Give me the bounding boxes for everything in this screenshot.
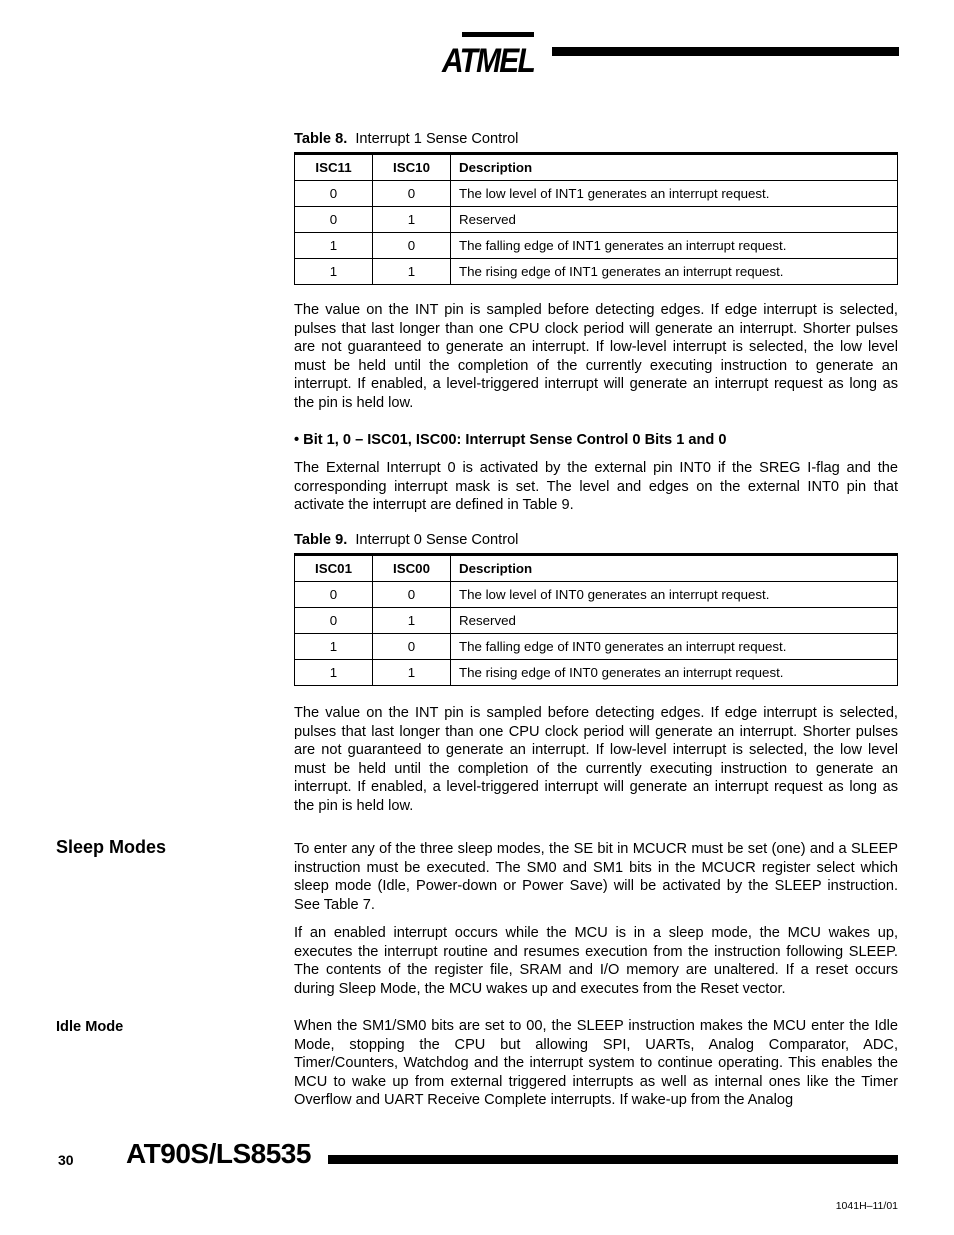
table8-caption xyxy=(294,130,898,148)
table-row xyxy=(295,259,898,285)
table-cell: The low level of INT0 generates an interrupt request. xyxy=(451,582,898,608)
table-header-cell: Description xyxy=(451,555,898,582)
table-cell: 1 xyxy=(373,207,451,233)
idle-mode-heading: Idle Mode xyxy=(56,1019,124,1035)
table-header-cell: ISC10 xyxy=(373,154,451,181)
table-cell: Reserved xyxy=(451,608,898,634)
table-cell: 0 xyxy=(373,634,451,660)
table-cell: 0 xyxy=(295,207,373,233)
table-row xyxy=(295,207,898,233)
atmel-logo xyxy=(440,28,538,78)
table-row xyxy=(295,582,898,608)
sleep-modes-paragraph-2: If an enabled interrupt occurs while the MCU is in a sleep mode, the MCU wakes up, executes the interrupt routine and resumes execution from the instruction following SLEEP. The contents of the register file, SRAM and I/O memory are unaltered. If a reset occurs during Sleep Mode, the MCU wakes up and executes from the Reset vector. xyxy=(294,925,898,997)
int-sampling-paragraph: The value on the INT pin is sampled before detecting edges. If edge interrupt is selected, pulses that last longer than one CPU clock period will generate an interrupt. Shorter pulses are not guaranteed to generate an interrupt. If low-level interrupt is selected, the low level must be held until the completion of the currently executing instruction to generate an interrupt. If enabled, a level-triggered interrupt will generate an interrupt request as long as the pin is held low. xyxy=(294,302,898,411)
table-cell: The low level of INT1 generates an interrupt request. xyxy=(451,181,898,207)
table8-block xyxy=(294,130,898,285)
table9 xyxy=(294,553,898,686)
table-header-row xyxy=(295,154,898,181)
table-cell: 1 xyxy=(373,608,451,634)
footer-rule xyxy=(328,1155,898,1164)
table-cell: 0 xyxy=(373,582,451,608)
int0-paragraph: The External Interrupt 0 is activated by the external pin INT0 if the SREG I-flag and the corresponding interrupt mask is set. The level and edges on the external INT0 pin that activate the interrupt are defined in Table 9. xyxy=(294,460,898,514)
table8 xyxy=(294,152,898,285)
table-cell: 0 xyxy=(373,233,451,259)
table9-caption xyxy=(294,531,898,549)
table-row xyxy=(295,233,898,259)
table-cell: The falling edge of INT1 generates an interrupt request. xyxy=(451,233,898,259)
document-code: 1041H–11/01 xyxy=(835,1200,898,1212)
sleep-modes-paragraph-1: To enter any of the three sleep modes, the SE bit in MCUCR must be set (one) and a SLEEP instruction must be executed. The SM0 and SM1 bits in the MCUCR register select which sleep mode (Idle, Power-down or Power Save) will be activated by the SLEEP instruction. See Table 7. xyxy=(294,841,898,913)
table-row xyxy=(295,634,898,660)
table9-caption-label: Table 9. xyxy=(294,532,348,548)
table-cell: 1 xyxy=(295,634,373,660)
table-header-cell: Description xyxy=(451,154,898,181)
table-cell: 1 xyxy=(295,259,373,285)
table-cell: The rising edge of INT1 generates an interrupt request. xyxy=(451,259,898,285)
page-number: 30 xyxy=(58,1152,74,1168)
bit-isc0-heading: • Bit 1, 0 – ISC01, ISC00: Interrupt Sense Control 0 Bits 1 and 0 xyxy=(294,432,727,448)
table-cell: 0 xyxy=(295,582,373,608)
table-cell: 1 xyxy=(295,233,373,259)
table9-block xyxy=(294,531,898,686)
table-header-cell: ISC11 xyxy=(295,154,373,181)
table-row xyxy=(295,181,898,207)
table8-caption-label: Table 8. xyxy=(294,131,348,147)
int-sampling-paragraph-2: The value on the INT pin is sampled before detecting edges. If edge interrupt is selected, pulses that last longer than one CPU clock period will generate an interrupt. Shorter pulses are not guaranteed to generate an interrupt. If low-level interrupt is selected, the low level must be held until the completion of the currently executing instruction to generate an interrupt. If enabled, a level-triggered interrupt will generate an interrupt request as long as the pin is held low. xyxy=(294,705,898,814)
table-cell: 1 xyxy=(373,660,451,686)
header-rule xyxy=(552,47,899,56)
table-cell: 0 xyxy=(373,181,451,207)
table8-caption-title: Interrupt 1 Sense Control xyxy=(355,131,519,147)
table-cell: 1 xyxy=(373,259,451,285)
sleep-modes-heading: Sleep Modes xyxy=(56,837,167,857)
table-header-cell: ISC00 xyxy=(373,555,451,582)
table-cell: 1 xyxy=(295,660,373,686)
table-row xyxy=(295,660,898,686)
idle-mode-paragraph: When the SM1/SM0 bits are set to 00, the SLEEP instruction makes the MCU enter the Idle Mode, stopping the CPU but allowing SPI, UARTs, Analog Comparator, ADC, Timer/Counters, Watchdog and the interrupt system to continue operating. This enables the MCU to wake up from external triggered interrupts as well as internal ones like the Timer Overflow and UART Receive Complete interrupts. If wake-up from the Analog xyxy=(294,1018,898,1109)
table-cell: 0 xyxy=(295,181,373,207)
table-cell: The falling edge of INT0 generates an interrupt request. xyxy=(451,634,898,660)
table-header-row xyxy=(295,555,898,582)
table9-caption-title: Interrupt 0 Sense Control xyxy=(355,532,519,548)
table-cell: Reserved xyxy=(451,207,898,233)
svg-text:ATMEL: ATMEL xyxy=(441,42,535,78)
table-row xyxy=(295,608,898,634)
table-cell: The rising edge of INT0 generates an interrupt request. xyxy=(451,660,898,686)
device-name: AT90S/LS8535 xyxy=(126,1138,311,1169)
table-header-cell: ISC01 xyxy=(295,555,373,582)
table-cell: 0 xyxy=(295,608,373,634)
